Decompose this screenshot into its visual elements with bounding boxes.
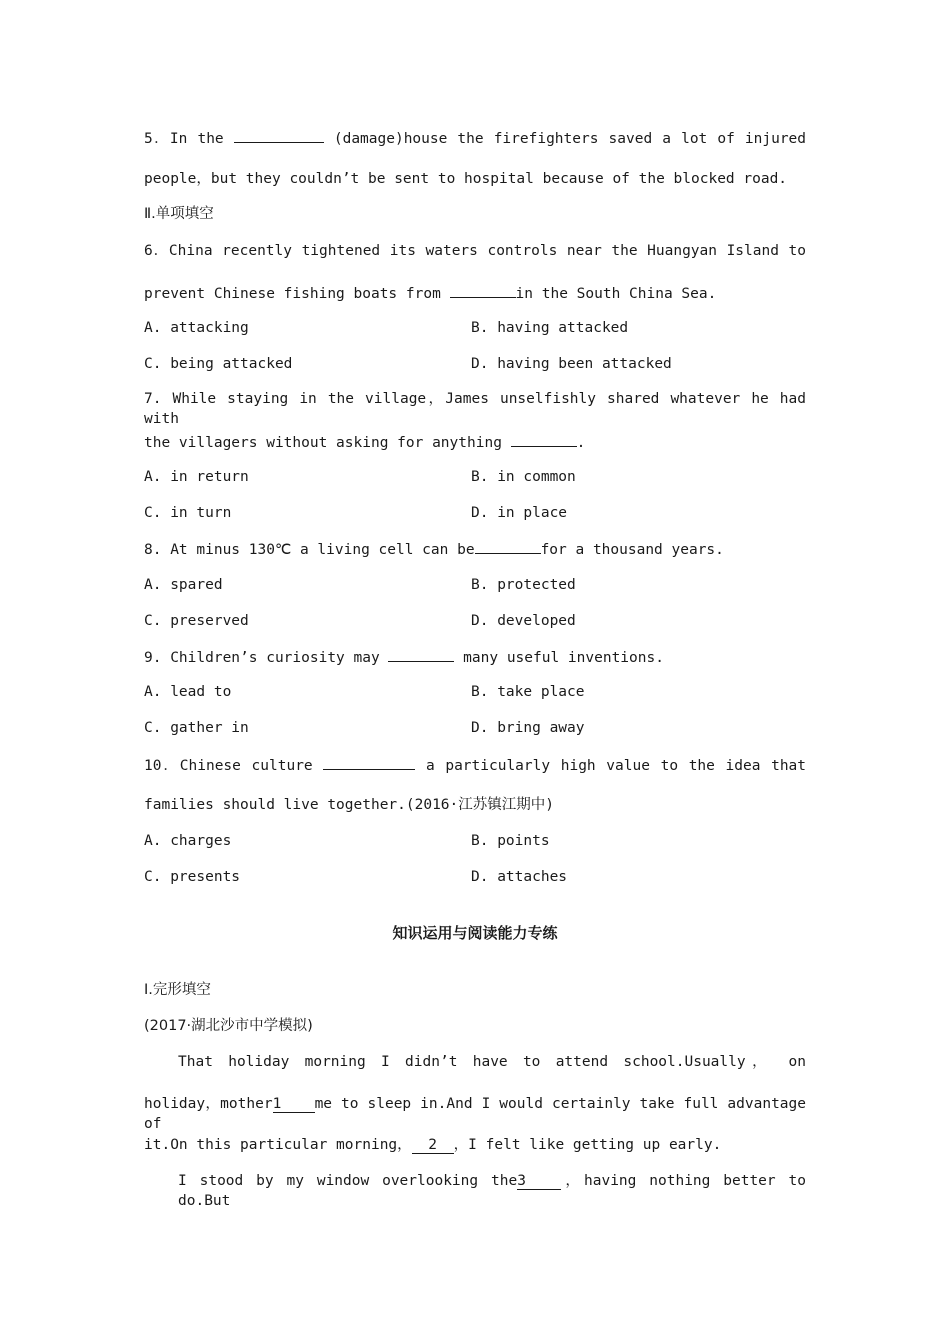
section-2-heading: Ⅱ.单项填空 [144, 206, 214, 222]
answer-blank [388, 646, 454, 662]
question-5-line-1: 5．In the (damage)house the firefighters saved a lot of injured [144, 127, 806, 147]
option-a: A. attacking [144, 320, 249, 336]
answer-blank [323, 754, 415, 770]
question-10-line-1: 10．Chinese culture a particularly high value to the idea that [144, 754, 806, 774]
option-c: C. being attacked [144, 356, 293, 372]
option-c: C. in turn [144, 505, 232, 521]
question-6-line-1: 6．China recently tightened its waters controls near the Huangyan Island to [144, 243, 806, 259]
question-7-line-1: 7. While staying in the village，James unselfishly shared whatever he had with [144, 391, 806, 427]
cloze-blank-2: 2 [412, 1137, 454, 1154]
answer-blank [450, 282, 516, 298]
section-1-heading: Ⅰ.完形填空 [144, 982, 211, 998]
option-d: D. developed [471, 613, 576, 629]
passage-line-3: it.On this particular morning， 2 ，I felt like getting up early. [144, 1137, 722, 1153]
passage-source: (2017·湖北沙市中学模拟) [144, 1018, 313, 1034]
question-5-line-2: people，but they couldn’t be sent to hospital because of the blocked road. [144, 171, 788, 187]
option-b: B. having attacked [471, 320, 629, 336]
answer-blank [475, 538, 541, 554]
option-b: B. protected [471, 577, 576, 593]
option-a: A. lead to [144, 684, 232, 700]
passage-line-1: That holiday morning I didn’t have to attend school.Usually， on [178, 1054, 806, 1070]
option-c: C. presents [144, 869, 241, 885]
question-9-line: 9. Children’s curiosity may many useful inventions. [144, 646, 806, 668]
option-d: D. having been attacked [471, 356, 672, 372]
option-b: B. take place [471, 684, 585, 700]
question-6-line-2: prevent Chinese fishing boats from in the South China Sea. [144, 282, 806, 304]
option-a: A. in return [144, 469, 249, 485]
option-b: B. points [471, 833, 550, 849]
option-a: A. spared [144, 577, 223, 593]
part-title: 知识运用与阅读能力专练 [392, 924, 558, 942]
option-d: D. attaches [471, 869, 568, 885]
passage-line-4: I stood by my window overlooking the3 ，having nothing better to do.But [178, 1173, 806, 1209]
option-a: A. charges [144, 833, 232, 849]
passage-line-2: holiday，mother1 me to sleep in.And I would certainly take full advantage of [144, 1096, 806, 1132]
question-10-line-2: families should live together.(2016·江苏镇江期中) [144, 797, 554, 813]
answer-blank [511, 431, 577, 447]
option-b: B. in common [471, 469, 576, 485]
answer-blank [234, 127, 324, 143]
option-d: D. bring away [471, 720, 585, 736]
cloze-blank-3: 3 [517, 1173, 561, 1190]
question-7-line-2: the villagers without asking for anything . [144, 431, 806, 453]
cloze-blank-1: 1 [273, 1096, 315, 1113]
option-d: D. in place [471, 505, 568, 521]
option-c: C. gather in [144, 720, 249, 736]
option-c: C. preserved [144, 613, 249, 629]
question-8-line: 8. At minus 130℃ a living cell can be for a thousand years. [144, 538, 806, 560]
